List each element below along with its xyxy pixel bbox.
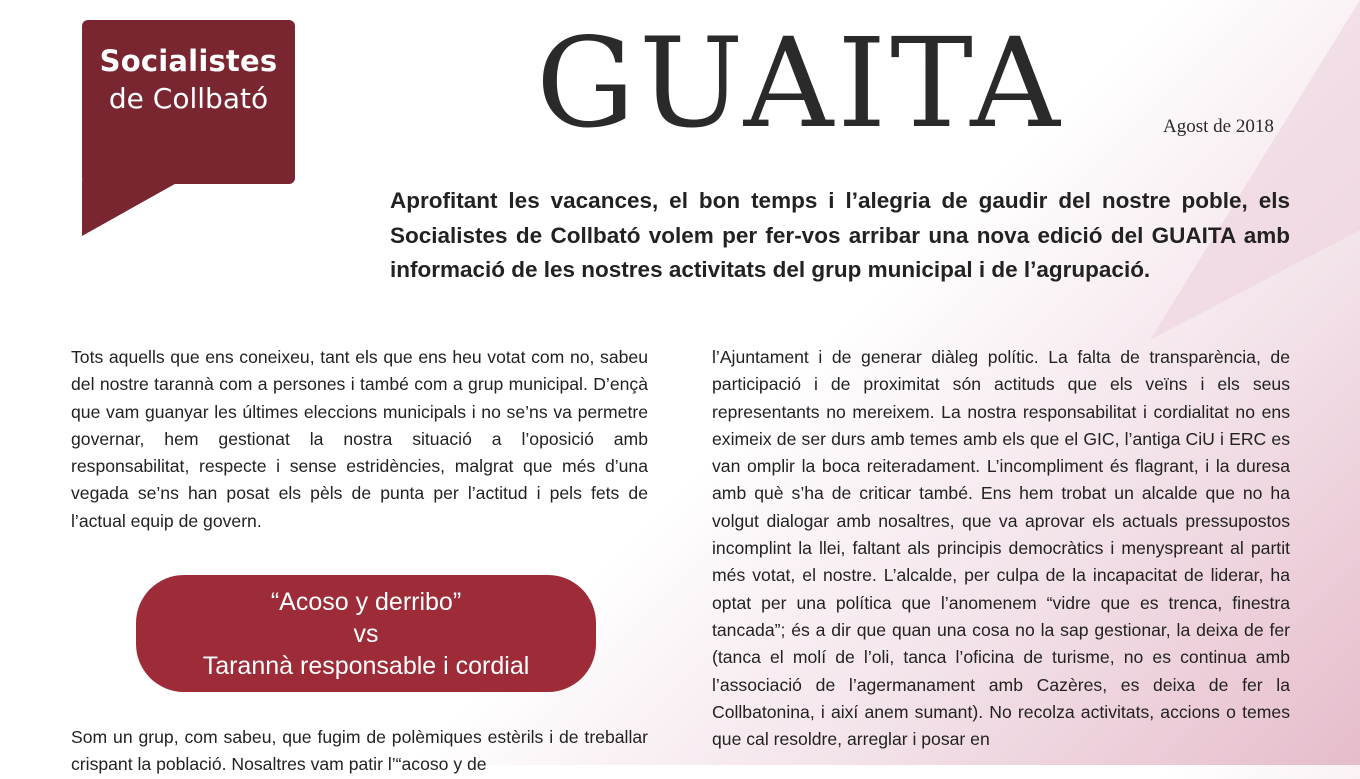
- callout-line2: vs: [353, 619, 379, 648]
- intro-paragraph: Aprofitant les vacances, el bon temps i l’alegria de gaudir del nostre poble, els Socialistes de Collbató volem per fer-vos arribar una nova edició del GUAITA amb informació de les nostres activitats del grup municipal i de l’agrupació.: [390, 188, 1290, 282]
- callout-box: [136, 575, 596, 692]
- column1-paragraph1: Tots aquells que ens coneixeu, tant els que ens heu votat com no, sabeu del nostre tarannà com a persones i també com a grup municipal. D’ençà que vam guanyar les últimes eleccions municipals i no se’ns va permetre governar, hem gestionat la nostra situació a l’oposició amb responsabilitat, respecte i sense estridències, malgrat que més d’una vegada se’ns han posat els pèls de punta per l’actitud i pels fets de l’actual equip de govern.: [71, 347, 648, 531]
- callout-line3: Tarannà responsable i cordial: [202, 651, 530, 680]
- masthead-title: GUAITA: [536, 12, 1064, 156]
- logo-line2: de Collbató: [108, 82, 269, 115]
- column2-paragraph1: l’Ajuntament i de generar diàleg polític. La falta de transparència, de participació i de proximitat són actituds que els veïns i els seus representants no mereixem. La nostra responsabilitat i cordialitat no ens eximeix de ser durs amb temes amb els que el GIC, l’antiga CiU i ERC es van omplir la boca reiteradament. L’incompliment és flagrant, i la duresa amb què s’ha de criticar també. Ens hem trobat un alcalde que no ha volgut dialogar amb nosaltres, que va aprovar els actuals pressupostos incomplint la llei, faltant als principis democràtics i menyspreant al partit més votat, el nostre. L’alcalde, per culpa de la incapacitat de liderar, ha optat per una política que l’anomenem “vidre que es trenca, finestra tancada”; és a dir que quan una cosa no la sap gestionar, la deixa de fer (tanca el molí de l’oli, tanca l’oficina de turisme, no es continua amb l’associació de l’agermanament amb Cazères, es deixa de fer la Collbatonina, i així anem sumant). No recolza activitats, accions o temes que cal resoldre, arreglar i posar en: [712, 347, 1290, 750]
- logo-speech-tail: [82, 180, 182, 236]
- logo-socialistes-collbato: [82, 20, 295, 184]
- logo-line1: Socialistes: [99, 44, 278, 78]
- callout-line1: “Acoso y derribo”: [270, 587, 462, 616]
- issue-date: Agost de 2018: [1163, 116, 1274, 137]
- column1-paragraph2: Som un grup, com sabeu, que fugim de polèmiques estèrils i de treballar crispant la població. Nosaltres vam patir l’“acoso y de: [71, 727, 648, 775]
